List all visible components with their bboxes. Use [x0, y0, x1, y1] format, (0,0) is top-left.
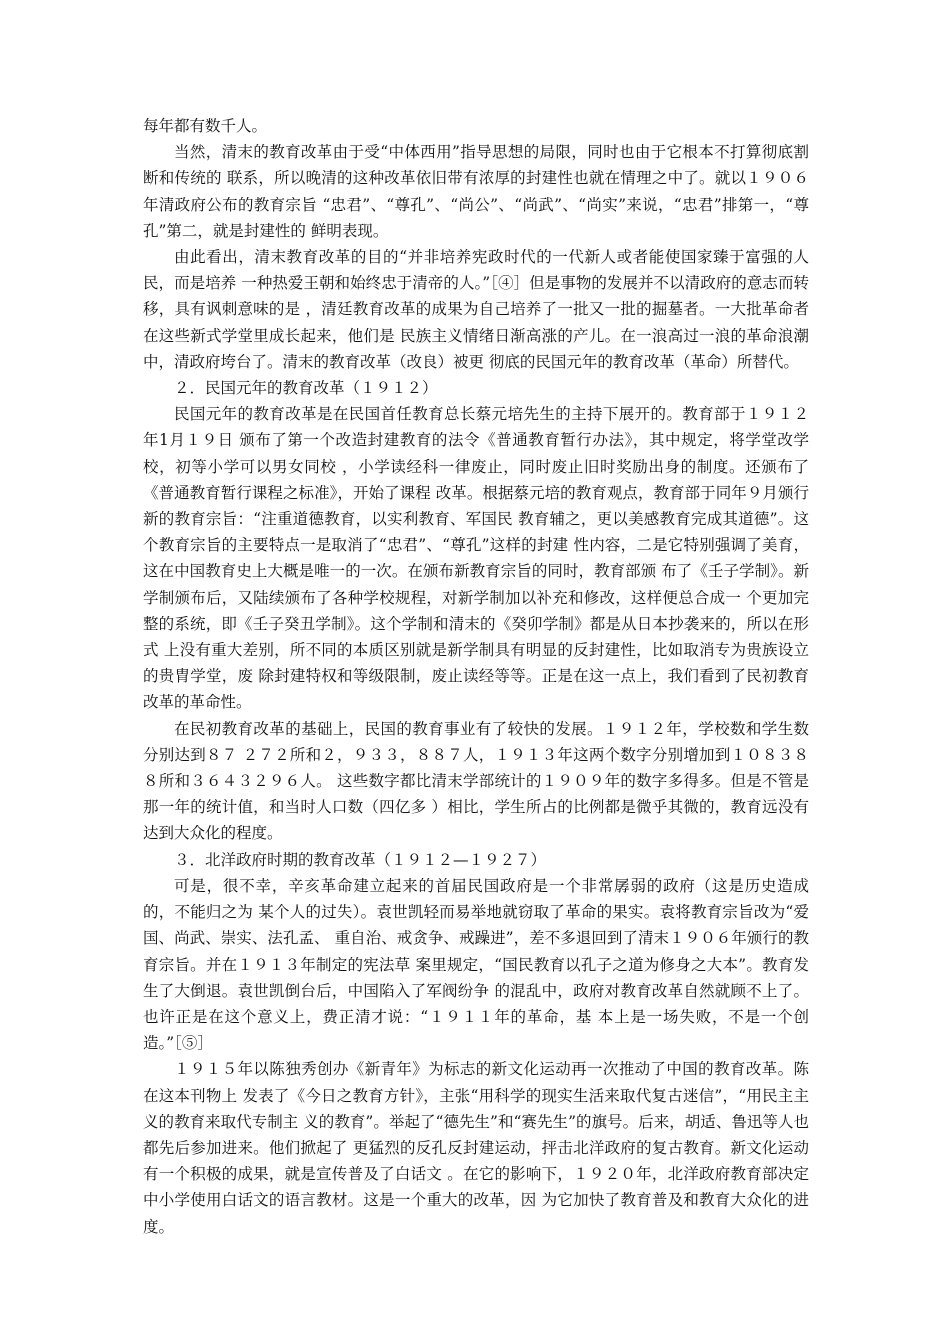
paragraph-1912-reform: 民国元年的教育改革是在民国首任教育总长蔡元培先生的主持下展开的。教育部于１９１２年1月１９日 颁布了第一个改造封建教育的法令《普通教育暂行办法》，其中规定，将学堂改学校，初等小学可以男女同校 ，小学读经科一律废止，同时废止旧时奖励出身的制度。还颁布了《普通教育暂行课程之标准》，开始了课程 改革。根据蔡元培的教育观点，教育部于同年９月颁行新的教育宗旨：“注重道德教育，以实利教育、军国民 教育辅之，更以美感教育完成其道德”。这个教育宗旨的主要特点一是取消了“忠君”、“尊孔”这样的封建 性内容，二是它特别强调了美育，这在中国教育史上大概是唯一的一次。在颁布新教育宗旨的同时，教育部颁 布了《壬子学制》。新学制颁布后，又陆续颁布了各种学校规程，对新学制加以补充和修改，这样便总合成一 个更加完整的系统，即《壬子癸丑学制》。这个学制和清末的《癸卯学制》都是从日本抄袭来的，所以在形式 上没有重大差别，所不同的本质区别就是新学制具有明显的反封建性，比如取消专为贵族设立的贵胄学堂，废 除封建特权和等级限制，废止读经等等。正是在这一点上，我们看到了民初教育改革的革命性。 — [143, 405, 809, 712]
paragraph-early-republic-statistics: 在民初教育改革的基础上，民国的教育事业有了较快的发展。１９１２年，学校数和学生数分别达到８７ ２７２所和２，９３３，８８７人，１９１３年这两个数字分别增加到１０８３８８所和３６４３２９６人。 这些数字都比清末学部统计的１９０９年的数字多得多。但是不管是那一年的统计值，和当时人口数（四亿多 ）相比，学生所占的比例都是微乎其微的，教育远没有达到大众化的程度。 — [143, 719, 809, 843]
paragraph-qing-reform-purpose: 由此看出，清末教育改革的目的“并非培养宪政时代的一代新人或者能使国家臻于富强的人民，而是培养 一种热爱王朝和始终忠于清帝的人。”［④］但是事物的发展并不以清政府的意志而转移，具有讽刺意味的是 ，清廷教育改革的成果为自己培养了一批又一批的掘墓者。一大批革命者在这些新式学堂里成长起来，他们是 民族主义情绪日渐高涨的产儿。在一浪高过一浪的革命浪潮中，清政府垮台了。清末的教育改革（改良）被更 彻底的民国元年的教育改革（革命）所替代。 — [143, 248, 809, 371]
section-heading-beiyang: ３．北洋政府时期的教育改革（１９１２—１９２７） — [174, 850, 547, 869]
paragraph-continuation: 每年都有数千人。 — [143, 117, 268, 135]
body-text — [143, 113, 809, 1240]
section-heading-1912: ２．民国元年的教育改革（１９１２） — [174, 379, 438, 398]
paragraph-new-culture-movement: １９１５年以陈独秀创办《新青年》为标志的新文化运动再一次推动了中国的教育改革。陈在这本刊物上 发表了《今日之教育方针》，主张“用科学的现实生活来取代复古迷信”，“用民主主义的教育来取代专制主 义的教育”。举起了“德先生”和“赛先生”的旗号。后来，胡适、鲁迅等人也都先后参加进来。他们掀起了 更猛烈的反孔反封建运动，抨击北洋政府的复古教育。新文化运动有一个积极的成果，就是宣传普及了白话文 。在它的影响下，１９２０年，北洋政府教育部决定中小学使用白话文的语言教材。这是一个重大的改革，因 为它加快了教育普及和教育大众化的进度。 — [143, 1060, 809, 1236]
paragraph-qing-reform-limits: 当然，清末的教育改革由于受“中体西用”指导思想的局限，同时也由于它根本不打算彻底割断和传统的 联系，所以晚清的这种改革依旧带有浓厚的封建性也就在情理之中了。就以１９０６年清政府公布的教育宗旨 “忠君”、“尊孔”、“尚公”、“尚武”、“尚实”来说，“忠君”排第一，“尊孔”第二，就是封建性的 鲜明表现。 — [143, 143, 809, 240]
paragraph-yuan-shikai: 可是，很不幸，辛亥革命建立起来的首届民国政府是一个非常孱弱的政府（这是历史造成的，不能归之为 某个人的过失）。袁世凯轻而易举地就窃取了革命的果实。袁将教育宗旨改为“爱国、尚武、崇实、法孔孟、 重自治、戒贪争、戒躁进”，差不多退回到了清末１９０６年颁行的教育宗旨。并在１９１３年制定的宪法草 案里规定，“国民教育以孔子之道为修身之大本”。教育发生了大倒退。袁世凯倒台后，中国陷入了军阀纷争 的混乱中，政府对教育改革自然就顾不上了。也许正是在这个意义上，费正清才说：“１９１１年的革命，基 本上是一场失败，不是一个创造。”［⑤］ — [143, 876, 809, 1053]
